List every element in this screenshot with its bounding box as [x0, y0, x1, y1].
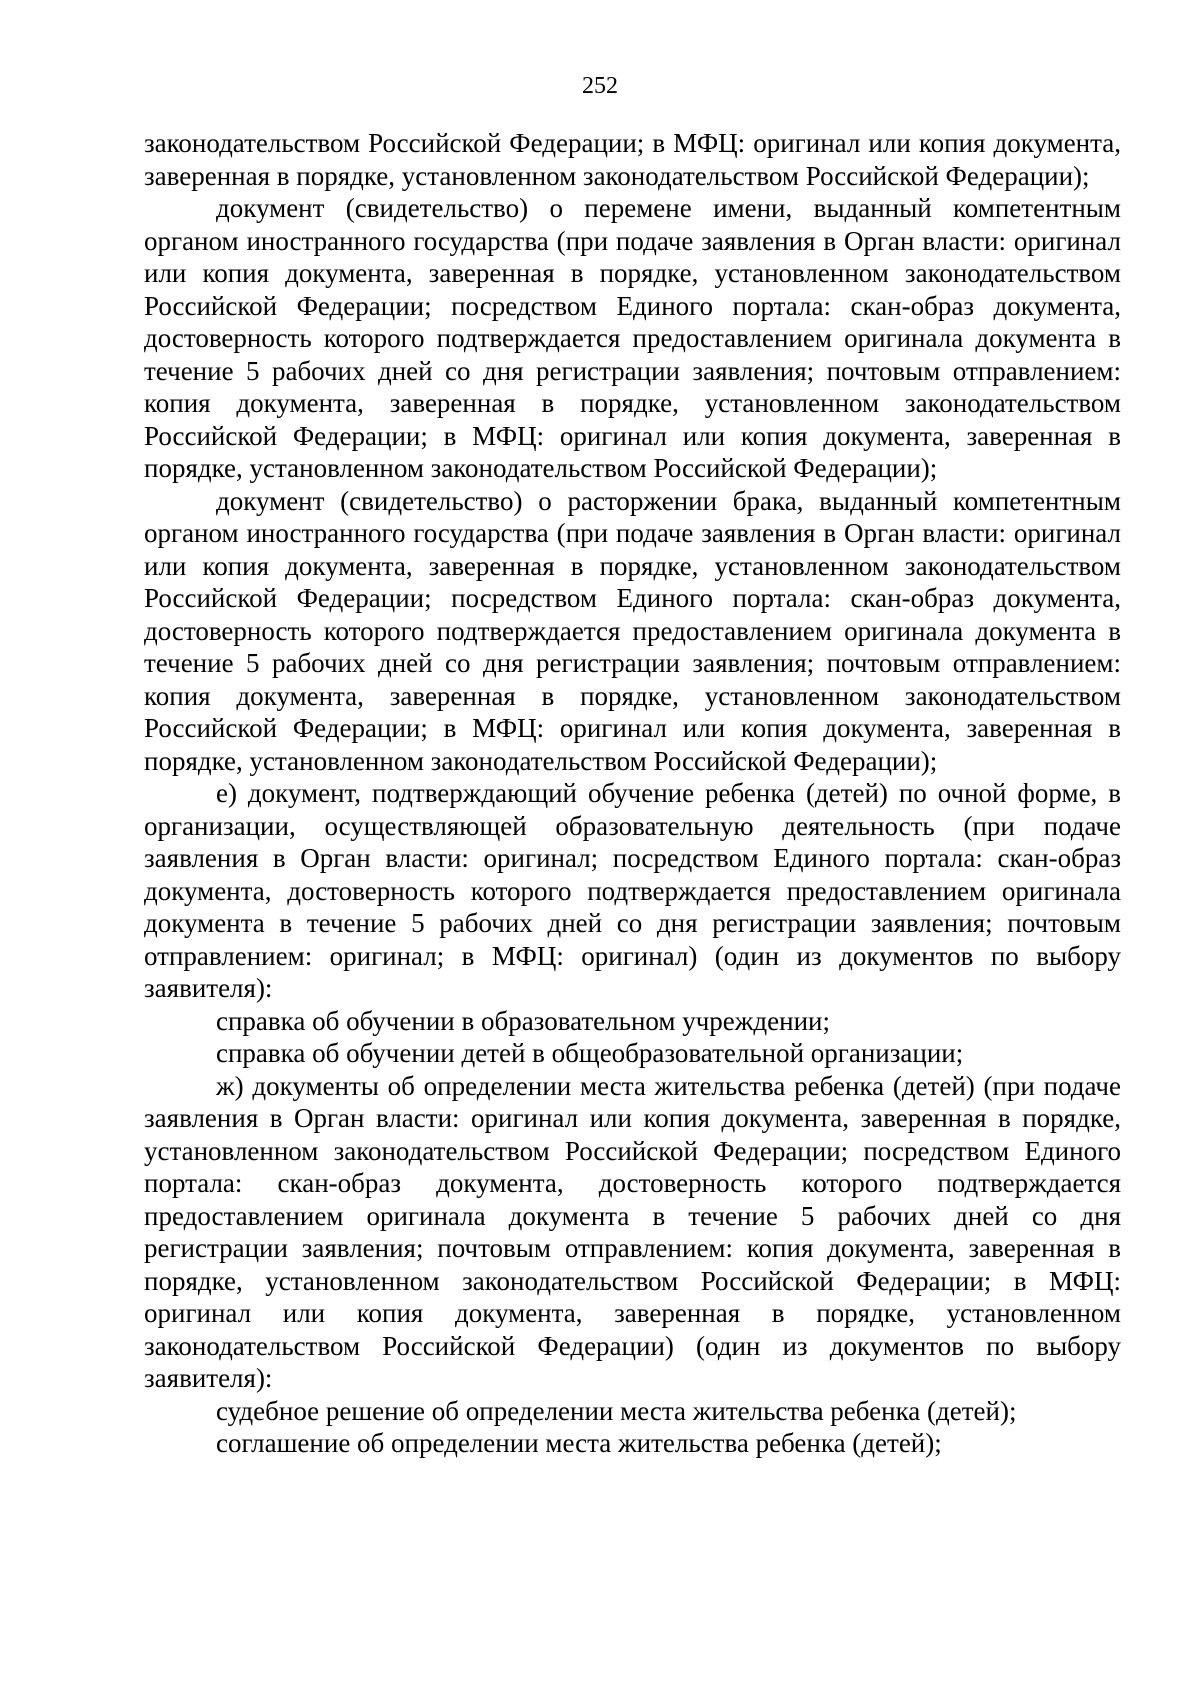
- list-item: судебное решение об определении места жительства ребенка (детей);: [216, 1395, 1017, 1426]
- list-item: справка об обучении детей в общеобразовательной организации;: [216, 1038, 964, 1068]
- paragraph-item-zh: ж) документы об определении места жительства ребенка (детей) (при подаче заявления в Орган власти: оригинал или копия документа, заверенная в порядке, установленном законодательством Российской Федерации; посредством Единого портала: скан-образ документа, достоверность которого подтверждается предоставлением оригинала документа в течение 5 рабочих дней со дня регистрации заявления; почтовым отправлением: копия документа, заверенная в порядке, установленном законодательством Российской Федерации; в МФЦ: оригинал или копия документа, заверенная в порядке, установленном законодательством Российской Федерации) (один из документов по выбору заявителя):: [144, 1070, 1121, 1393]
- list-item: соглашение об определении места жительства ребенка (детей);: [216, 1428, 942, 1458]
- paragraph-continuation: законодательством Российской Федерации; в МФЦ: оригинал или копия документа, заверенная в порядке, установленном законодательством Российской Федерации);: [144, 128, 1121, 191]
- paragraph-name-change-certificate: документ (свидетельство) о перемене имени, выданный компетентным органом иностранного государства (при подаче заявления в Орган власти: оригинал или копия документа, заверенная в порядке, установленном законодательством Российской Федерации; посредством Единого портала: скан-образ документа, достоверность которого подтверждается предоставлением оригинала документа в течение 5 рабочих дней со дня регистрации заявления; почтовым отправлением: копия документа, заверенная в порядке, установленном законодательством Российской Федерации; в МФЦ: оригинал или копия документа, заверенная в порядке, установленном законодательством Российской Федерации);: [144, 193, 1121, 483]
- paragraph-divorce-certificate: документ (свидетельство) о расторжении брака, выданный компетентным органом иностранного государства (при подаче заявления в Орган власти: оригинал или копия документа, заверенная в порядке, установленном законодательством Российской Федерации; посредством Единого портала: скан-образ документа, достоверность которого подтверждается предоставлением оригинала документа в течение 5 рабочих дней со дня регистрации заявления; почтовым отправлением: копия документа, заверенная в порядке, установленном законодательством Российской Федерации; в МФЦ: оригинал или копия документа, заверенная в порядке, установленном законодательством Российской Федерации);: [144, 485, 1121, 776]
- page-number: 252: [582, 73, 618, 99]
- paragraph-item-e: е) документ, подтверждающий обучение ребенка (детей) по очной форме, в организации, осуществляющей образовательную деятельность (при подаче заявления в Орган власти: оригинал; посредством Единого портала: скан-образ документа, достоверность которого подтверждается предоставлением оригинала документа в течение 5 рабочих дней со дня регистрации заявления; почтовым отправлением: оригинал; в МФЦ: оригинал) (один из документов по выбору заявителя):: [144, 778, 1121, 1003]
- document-body: [144, 127, 1121, 1460]
- list-item: справка об обучении в образовательном учреждении;: [216, 1005, 830, 1036]
